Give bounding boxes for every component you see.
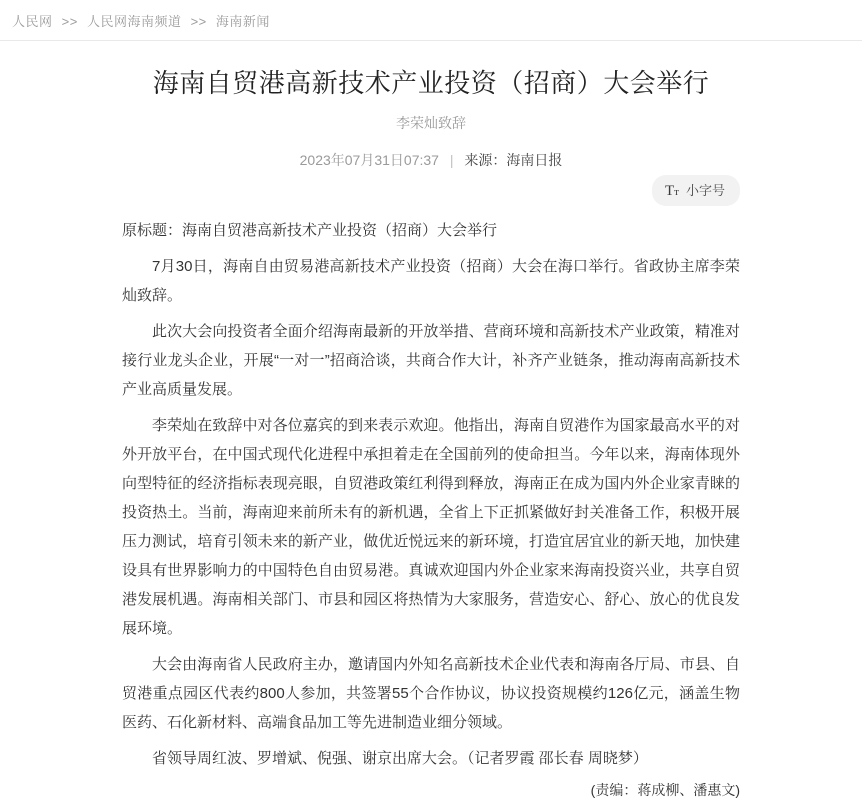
breadcrumb-separator: >> [190, 14, 207, 29]
article-subtitle: 李荣灿致辞 [396, 114, 466, 131]
breadcrumb-link-hainan-channel[interactable]: 人民网海南频道 [86, 14, 182, 29]
header-divider [0, 40, 862, 41]
article-title: 海南自贸港高新技术产业投资（招商）大会举行 [152, 68, 710, 98]
font-size-toggle-button[interactable] [652, 175, 740, 206]
paragraph: 大会由海南省人民政府主办，邀请国内外知名高新技术企业代表和海南各厅局、市县、自贸港重点园区代表约800人参加，共签署55个合作协议，协议投资规模约126亿元，涵盖生物医药、石化新材料、高端食品加工等先进制造业细分领域。 [122, 655, 740, 731]
paragraph: 省领导周红波、罗增斌、倪强、谢京出席大会。（记者罗霞 邵长春 周晓梦） [152, 749, 648, 767]
original-title-line: 原标题：海南自贸港高新技术产业投资（招商）大会举行 [122, 221, 498, 239]
source-wrap [464, 152, 562, 168]
font-size-icon: Tт [665, 182, 679, 199]
publish-datetime: 2023年07月31日07:37 [299, 151, 439, 168]
meta-separator: | [449, 151, 454, 168]
article-meta [122, 150, 740, 170]
article-toolbar [122, 175, 740, 201]
article [122, 67, 740, 800]
font-size-toggle-label: 小字号 [685, 182, 725, 198]
paragraph: 此次大会向投资者全面介绍海南最新的开放举措、营商环境和高新技术产业政策，精准对接行业龙头企业，开展“一对一”招商洽谈，共商合作大计，补齐产业链条，推动海南高新技术产业高质量发展。 [122, 322, 740, 398]
editor-note: (责编：蒋成柳、潘惠文) [590, 781, 740, 798]
breadcrumb-separator: >> [61, 14, 78, 29]
breadcrumb-link-peoples-net[interactable]: 人民网 [12, 14, 53, 29]
breadcrumb-link-hainan-news[interactable]: 海南新闻 [215, 14, 270, 29]
source-label: 来源： [464, 151, 507, 168]
article-body [122, 216, 740, 773]
breadcrumb [0, 0, 862, 30]
source-link[interactable]: 海南日报 [506, 151, 563, 168]
paragraph: 7月30日，海南自由贸易港高新技术产业投资（招商）大会在海口举行。省政协主席李荣灿致辞。 [122, 257, 740, 304]
paragraph: 李荣灿在致辞中对各位嘉宾的到来表示欢迎。他指出，海南自贸港作为国家最高水平的对外开放平台，在中国式现代化进程中承担着走在全国前列的使命担当。今年以来，海南体现外向型特征的经济指标表现亮眼，自贸港政策红利得到释放，海南正在成为国内外企业家青睐的投资热土。当前，海南迎来前所未有的新机遇，全省上下正抓紧做好封关准备工作，积极开展压力测试，培育引领未来的新产业，做优近悦远来的新环境，打造宜居宜业的新天地，加快建设具有世界影响力的中国特色自由贸易港。真诚欢迎国内外企业家来海南投资兴业，共享自贸港发展机遇。海南相关部门、市县和园区将热情为大家服务，营造安心、舒心、放心的优良发展环境。 [122, 416, 740, 637]
